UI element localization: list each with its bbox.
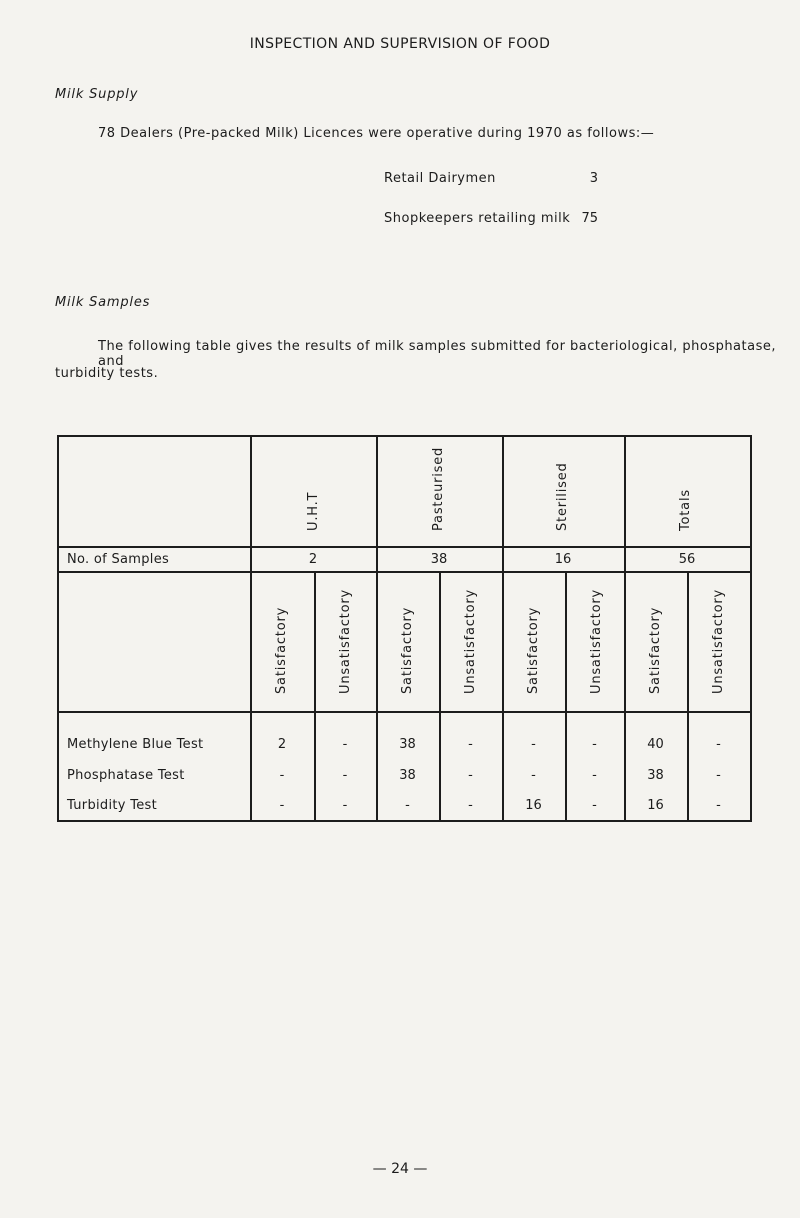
table-cell: - xyxy=(716,798,721,813)
table-rule-right xyxy=(750,435,752,822)
page-number: — 24 — xyxy=(372,1161,428,1177)
samples-count-uht: 2 xyxy=(308,552,318,567)
sub-header-sterilised-satisfactory: Satisfactory xyxy=(526,606,541,694)
licence-label-retail: Retail Dairymen xyxy=(384,171,496,186)
sub-header-totals-unsatisfactory: Unsatisfactory xyxy=(711,589,726,694)
table-rule-group-2 xyxy=(376,435,378,822)
table-cell: - xyxy=(592,737,597,752)
table-cell: - xyxy=(716,768,721,783)
table-rule-sub-1 xyxy=(314,571,316,822)
table-rule-left xyxy=(57,435,59,822)
samples-count-totals: 56 xyxy=(678,552,696,567)
table-cell: - xyxy=(342,768,348,783)
table-cell: - xyxy=(468,798,473,813)
group-header-uht: U.H.T xyxy=(306,491,321,531)
table-cell: - xyxy=(468,737,473,752)
sub-header-sterilised-unsatisfactory: Unsatisfactory xyxy=(589,589,604,694)
group-header-totals: Totals xyxy=(678,489,693,531)
table-cell: - xyxy=(405,798,410,813)
sub-header-uht-unsatisfactory: Unsatisfactory xyxy=(338,589,353,694)
licence-value-retail: 3 xyxy=(589,171,598,186)
table-cell: - xyxy=(279,798,285,813)
page-title: INSPECTION AND SUPERVISION OF FOOD xyxy=(249,36,551,52)
table-cell: - xyxy=(279,768,285,783)
milk-supply-heading: Milk Supply xyxy=(55,87,139,102)
row-label-methylene-blue: Methylene Blue Test xyxy=(67,737,204,752)
table-cell: - xyxy=(342,737,348,752)
table-cell: - xyxy=(468,768,473,783)
licences-intro: 78 Dealers (Pre-packed Milk) Licences were operative during 1970 as follows:— xyxy=(98,126,655,141)
sub-header-pasteurised-satisfactory: Satisfactory xyxy=(400,606,415,694)
table-rule-samples xyxy=(57,571,751,573)
table-rule-top xyxy=(57,435,751,437)
table-cell: 38 xyxy=(399,737,416,752)
table-cell: 38 xyxy=(399,768,416,783)
table-cell: - xyxy=(531,768,536,783)
table-cell: - xyxy=(531,737,536,752)
samples-count-sterilised: 16 xyxy=(554,552,572,567)
group-header-sterilised: Sterilised xyxy=(555,462,570,531)
table-cell: 16 xyxy=(525,798,542,813)
table-cell: - xyxy=(592,768,597,783)
milk-samples-heading: Milk Samples xyxy=(55,295,151,310)
row-label-phosphatase: Phosphatase Test xyxy=(67,768,185,783)
licence-label-shopkeepers: Shopkeepers retailing milk xyxy=(384,211,571,226)
sub-header-pasteurised-unsatisfactory: Unsatisfactory xyxy=(463,589,478,694)
row-label-turbidity: Turbidity Test xyxy=(67,798,158,813)
samples-paragraph-line2: turbidity tests. xyxy=(55,366,159,381)
table-cell: 40 xyxy=(647,737,664,752)
licence-value-shopkeepers: 75 xyxy=(581,211,598,226)
table-rule-sub-3 xyxy=(565,571,567,822)
table-cell: - xyxy=(716,737,721,752)
table-cell: - xyxy=(592,798,597,813)
sub-header-uht-satisfactory: Satisfactory xyxy=(274,606,289,694)
table-rule-bottom xyxy=(57,820,751,822)
samples-count-pasteurised: 38 xyxy=(430,552,448,567)
table-rule-group-3 xyxy=(502,435,504,822)
samples-row-label: No. of Samples xyxy=(67,552,170,567)
table-cell: 16 xyxy=(647,798,664,813)
sub-header-totals-satisfactory: Satisfactory xyxy=(648,606,663,694)
group-header-pasteurised: Pasteurised xyxy=(431,446,446,531)
table-cell: 38 xyxy=(647,768,664,783)
table-rule-subheader xyxy=(57,711,751,713)
table-rule-group-4 xyxy=(624,435,626,822)
table-cell: - xyxy=(342,798,348,813)
table-rule-sub-2 xyxy=(439,571,441,822)
table-rule-group-1 xyxy=(250,435,252,822)
table-rule-header xyxy=(57,546,751,548)
table-cell: 2 xyxy=(277,737,287,752)
table-rule-sub-4 xyxy=(687,571,689,822)
samples-paragraph-line1: The following table gives the results of milk samples submitted for bacteriological, phosphatase, and xyxy=(98,339,776,369)
